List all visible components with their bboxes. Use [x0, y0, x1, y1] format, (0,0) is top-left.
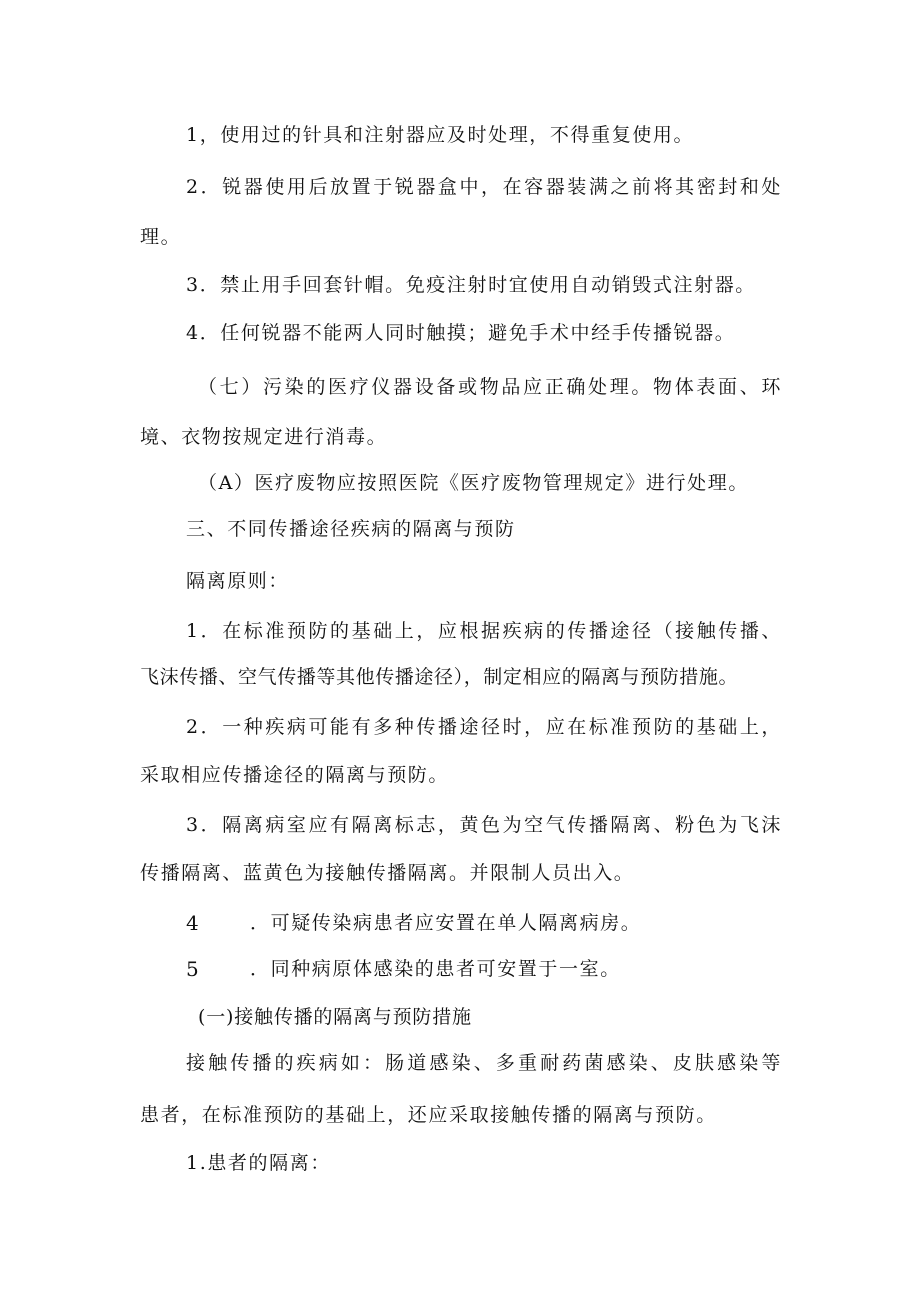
- list-number-5: 5: [186, 957, 200, 981]
- principle5-dot: ．: [250, 958, 271, 980]
- paragraph-contact-line2: 患者，在标准预防的基础上，还应采取接触传播的隔离与预防。: [140, 1104, 717, 1126]
- paragraph-equipment-line2: 境、衣物按规定进行消毒。: [140, 426, 388, 448]
- subheading-contact-transmission: (一)接触传播的隔离与预防措施: [198, 1006, 472, 1028]
- paragraph-principle5: [250, 956, 621, 982]
- paragraph-principle2-line2: 采取相应传播途径的隔离与预防。: [140, 764, 450, 786]
- principle4-dot: ．: [250, 912, 271, 934]
- paragraph-principle3-line1: 3．隔离病室应有隔离标志，黄色为空气传播隔离、粉色为飞沫: [186, 814, 782, 836]
- principle5-text: 同种病原体感染的患者可安置于一室。: [270, 958, 621, 980]
- section-heading: 三、不同传播途径疾病的隔离与预防: [186, 518, 516, 540]
- paragraph-equipment-line1: （七）污染的医疗仪器设备或物品应正确处理。物体表面、环: [198, 376, 782, 398]
- paragraph-principle3-line2: 传播隔离、蓝黄色为接触传播隔离。并限制人员出入。: [140, 862, 635, 884]
- subheading-isolation-principles: 隔离原则：: [186, 570, 290, 592]
- paragraph-principle1-line1: 1．在标准预防的基础上，应根据疾病的传播途径（接触传播、: [186, 620, 782, 642]
- paragraph-recapping: 3．禁止用手回套针帽。免疫注射时宜使用自动销毁式注射器。: [186, 274, 756, 296]
- paragraph-needle-disposal: 1，使用过的针具和注射器应及时处理，不得重复使用。: [186, 124, 695, 146]
- paragraph-medical-waste: （A）医疗废物应按照医院《医疗废物管理规定》进行处理。: [198, 472, 749, 494]
- paragraph-principle4: [250, 910, 641, 936]
- list-number-4: 4: [186, 911, 200, 935]
- paragraph-sharps-box-line1: 2．锐器使用后放置于锐器盒中，在容器装满之前将其密封和处: [186, 176, 782, 198]
- paragraph-sharps-touch: 4．任何锐器不能两人同时触摸；避免手术中经手传播锐器。: [186, 322, 736, 344]
- subheading-patient-isolation: 1.患者的隔离：: [186, 1152, 331, 1174]
- paragraph-principle2-line1: 2．一种疾病可能有多种传播途径时，应在标准预防的基础上，: [186, 716, 782, 738]
- paragraph-contact-line1: 接触传播的疾病如：肠道感染、多重耐药菌感染、皮肤感染等: [186, 1052, 782, 1074]
- principle4-text: 可疑传染病患者应安置在单人隔离病房。: [270, 912, 642, 934]
- paragraph-principle1-line2: 飞沫传播、空气传播等其他传播途径），制定相应的隔离与预防措施。: [140, 666, 739, 688]
- paragraph-sharps-box-line2: 理。: [140, 226, 182, 248]
